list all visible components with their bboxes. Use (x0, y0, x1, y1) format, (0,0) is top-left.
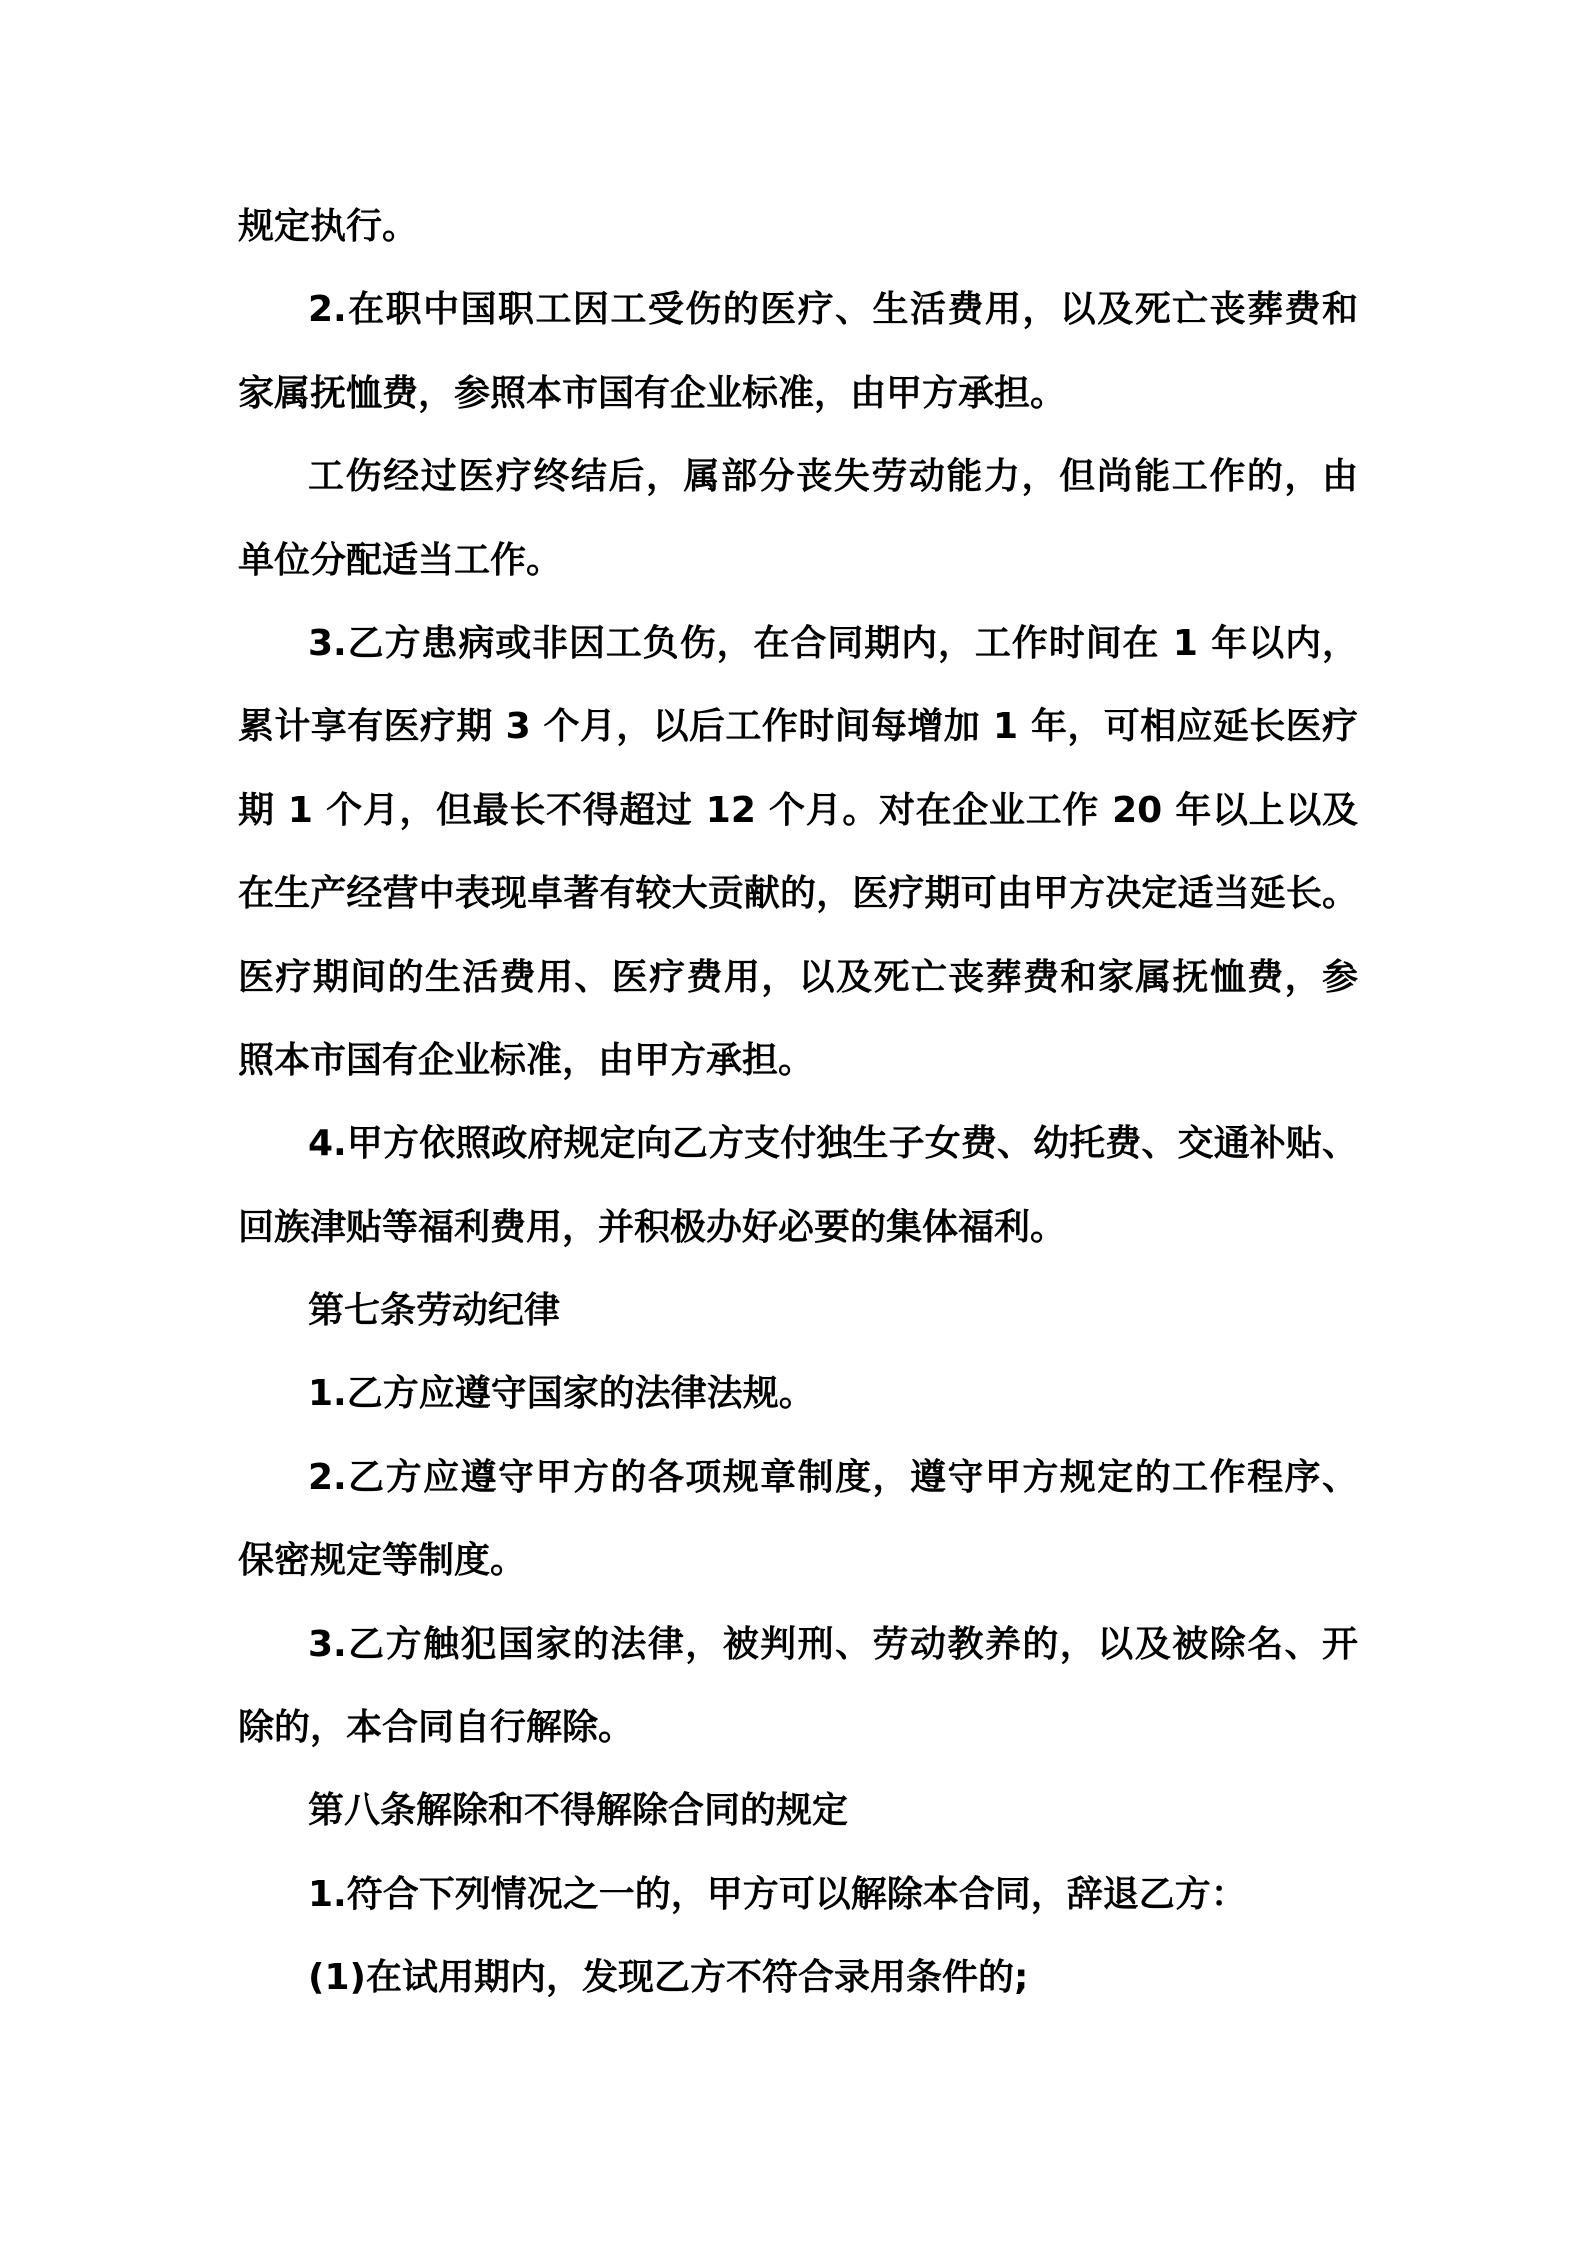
text-line: 第八条解除和不得解除合同的规定 (308, 1790, 849, 1832)
text-line: 期 1 个月，但最长不得超过 12 个月。对在企业工作 20 年以上以及 (238, 789, 1358, 831)
text-line: 2.乙方应遵守甲方的各项规章制度，遵守甲方规定的工作程序、 (308, 1456, 1358, 1498)
text-line: 2.在职中国职工因工受伤的医疗、生活费用，以及死亡丧葬费和 (308, 289, 1358, 331)
text-line: 4.甲方依照政府规定向乙方支付独生子女费、幼托费、交通补贴、 (308, 1123, 1358, 1165)
text-line: 照本市国有企业标准，由甲方承担。 (238, 1039, 815, 1081)
text-line: 保密规定等制度。 (238, 1540, 527, 1582)
text-line: 单位分配适当工作。 (238, 539, 563, 581)
text-line: 1.乙方应遵守国家的法律法规。 (308, 1373, 815, 1415)
text-line: (1)在试用期内，发现乙方不符合录用条件的; (308, 1957, 1029, 1999)
text-line: 在生产经营中表现卓著有较大贡献的，医疗期可由甲方决定适当延长。 (238, 873, 1358, 915)
document-text-block (238, 185, 1358, 2020)
text-line: 1.符合下列情况之一的，甲方可以解除本合同，辞退乙方： (308, 1873, 1247, 1915)
text-line: 工伤经过医疗终结后，属部分丧失劳动能力，但尚能工作的，由 (308, 456, 1358, 498)
text-line: 除的，本合同自行解除。 (238, 1707, 635, 1749)
text-line: 3.乙方触犯国家的法律，被判刑、劳动教养的，以及被除名、开 (308, 1623, 1358, 1665)
text-line: 家属抚恤费，参照本市国有企业标准，由甲方承担。 (238, 372, 1067, 414)
text-line: 医疗期间的生活费用、医疗费用，以及死亡丧葬费和家属抚恤费，参 (238, 956, 1358, 998)
text-line: 回族津贴等福利费用，并积极办好必要的集体福利。 (238, 1206, 1067, 1248)
text-line: 累计享有医疗期 3 个月，以后工作时间每增加 1 年，可相应延长医疗 (238, 706, 1358, 748)
text-line: 3.乙方患病或非因工负伤，在合同期内，工作时间在 1 年以内， (308, 622, 1358, 664)
text-line: 规定执行。 (238, 206, 419, 247)
text-line: 第七条劳动纪律 (308, 1290, 561, 1332)
